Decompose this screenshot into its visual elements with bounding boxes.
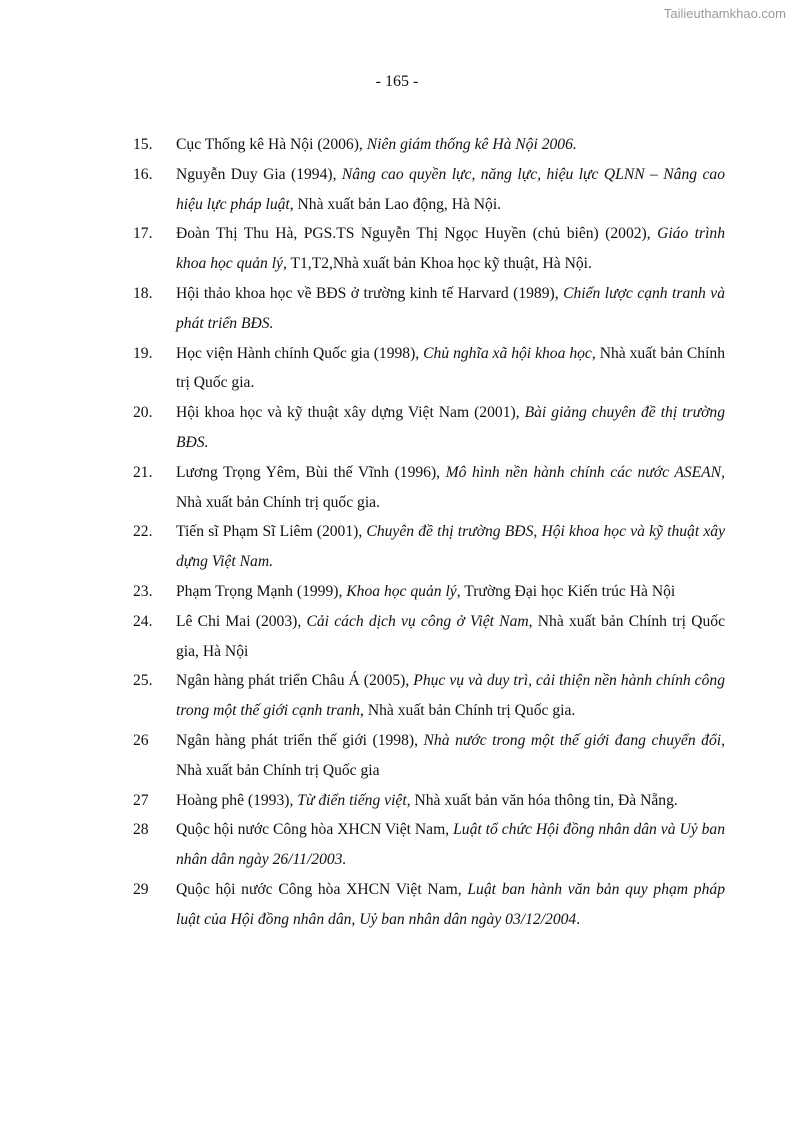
reference-number: 20.	[133, 404, 153, 422]
reference-number: 25.	[133, 672, 153, 690]
reference-number: 22.	[133, 523, 153, 541]
reference-title: Nhà nước trong một thế giới đang chuyển đổi	[423, 731, 722, 749]
reference-text	[176, 607, 725, 667]
reference-item	[133, 726, 725, 786]
reference-segment: Lương Trọng Yêm, Bùi thế Vĩnh (1996),	[176, 463, 446, 481]
reference-item	[133, 458, 725, 518]
reference-segment: Lê Chi Mai (2003),	[176, 612, 307, 630]
reference-item	[133, 607, 725, 667]
reference-title: Cải cách dịch vụ công ở Việt Nam	[306, 612, 529, 630]
reference-list	[133, 130, 725, 935]
reference-text	[176, 219, 725, 279]
reference-text	[176, 786, 725, 816]
reference-number: 21.	[133, 463, 153, 481]
reference-segment: , Nhà xuất bản văn hóa thông tin, Đà Nẵng.	[406, 791, 678, 809]
reference-number: 29	[133, 880, 149, 898]
reference-text	[176, 398, 725, 458]
reference-text	[176, 726, 725, 786]
reference-title: Chuyên đề thị trường BĐS, Hội khoa học và kỹ thuật xây dựng Việt Nam.	[176, 523, 725, 571]
reference-item	[133, 160, 725, 220]
reference-title: Luật tổ chức Hội đồng nhân dân và Uỷ ban nhân dân ngày 26/11/2003.	[176, 821, 726, 869]
reference-title: Chiến lược cạnh tranh và phát triển BĐS.	[176, 284, 725, 332]
reference-segment: Đoàn Thị Thu Hà, PGS.TS Nguyễn Thị Ngọc Huyền (chủ biên) (2002),	[176, 225, 658, 243]
reference-segment: , Trường Đại học Kiến trúc Hà Nội	[456, 582, 676, 600]
reference-title: Nâng cao quyền lực, năng lực, hiệu lực QLNN – Nâng cao hiệu lực pháp luật	[176, 165, 725, 213]
reference-number: 26	[133, 731, 149, 749]
reference-text	[176, 339, 725, 399]
reference-segment: , Nhà xuất bản Chính trị Quốc gia.	[360, 702, 576, 720]
reference-segment: , T1,T2,Nhà xuất bản Khoa học kỹ thuật, Hà Nội.	[282, 255, 592, 273]
reference-number: 27	[133, 791, 149, 809]
reference-text	[176, 815, 725, 875]
reference-segment: Quộc hội nước Công hòa XHCN Việt Nam,	[176, 880, 468, 898]
reference-text	[176, 160, 725, 220]
reference-text	[176, 875, 725, 935]
reference-segment: , Nhà xuất bản Chính trị Quốc gia.	[176, 344, 725, 392]
reference-segment: Cục Thống kê Hà Nội (2006),	[176, 136, 367, 153]
reference-segment: Hội thảo khoa học về BĐS ở trường kinh tế Harvard (1989),	[176, 284, 564, 302]
reference-number: 17.	[133, 225, 153, 243]
reference-text	[176, 458, 725, 518]
reference-segment: , Nhà xuất bản Chính trị Quốc gia, Hà Nội	[176, 612, 726, 660]
reference-title: Chủ nghĩa xã hội khoa học	[423, 344, 592, 362]
reference-item	[133, 577, 725, 607]
reference-segment: Hoàng phê (1993),	[176, 791, 298, 809]
reference-segment: Ngân hàng phát triển Châu Á (2005),	[176, 672, 414, 690]
reference-segment: , Nhà xuất bản Chính trị quốc gia.	[176, 463, 725, 511]
reference-item	[133, 279, 725, 339]
reference-title: Niên giám thống kê Hà Nội 2006.	[366, 136, 577, 153]
reference-number: 18.	[133, 284, 153, 302]
reference-text	[176, 279, 725, 339]
reference-title: Bài giảng chuyên đề thị trường BĐS.	[176, 404, 725, 451]
reference-number: 24.	[133, 612, 153, 630]
reference-item	[133, 815, 725, 875]
reference-segment: Nguyễn Duy Gia (1994),	[176, 165, 342, 183]
reference-item	[133, 130, 725, 160]
reference-title: Từ điển tiếng việt	[297, 791, 407, 809]
reference-item	[133, 666, 725, 726]
reference-item	[133, 398, 725, 458]
reference-item	[133, 786, 725, 816]
reference-segment: Ngân hàng phát triển thế giới (1998),	[176, 731, 424, 749]
reference-segment: Phạm Trọng Mạnh (1999),	[176, 582, 347, 600]
reference-text	[176, 577, 725, 607]
reference-text	[176, 666, 725, 726]
reference-segment: , Nhà xuất bản Chính trị Quốc gia	[176, 731, 726, 779]
reference-segment: .	[576, 910, 581, 928]
reference-item	[133, 517, 725, 577]
reference-item	[133, 875, 725, 935]
reference-number: 15.	[133, 136, 153, 153]
reference-segment: , Nhà xuất bản Lao động, Hà Nội.	[289, 195, 502, 213]
reference-segment: Hội khoa học và kỹ thuật xây dựng Việt Nam (2001),	[176, 404, 525, 422]
reference-number: 23.	[133, 582, 153, 600]
reference-segment: Quộc hội nước Công hòa XHCN Việt Nam,	[176, 821, 454, 839]
reference-number: 28	[133, 821, 149, 839]
page-number: - 165 -	[375, 73, 419, 90]
reference-item	[133, 339, 725, 399]
reference-title: Luật ban hành văn bản quy phạm pháp luật của Hội đồng nhân dân, Uỷ ban nhân dân ngày 03/12/2004	[176, 880, 725, 928]
reference-title: Phục vụ và duy trì, cải thiện nền hành chính công trong một thế giới cạnh tranh	[176, 672, 725, 720]
reference-title: Mô hình nền hành chính các nước ASEAN	[445, 463, 722, 481]
watermark: Tailieuthamkhao.com	[663, 6, 786, 21]
reference-title: Giáo trình khoa học quản lý	[176, 225, 725, 273]
reference-item	[133, 219, 725, 279]
reference-segment: Học viện Hành chính Quốc gia (1998),	[176, 344, 424, 362]
reference-title: Khoa học quản lý	[346, 582, 457, 600]
reference-text	[176, 517, 725, 577]
reference-segment: Tiến sĩ Phạm Sĩ Liêm (2001),	[176, 523, 367, 541]
reference-number: 19.	[133, 344, 153, 362]
reference-number: 16.	[133, 165, 153, 183]
reference-text	[176, 130, 725, 160]
